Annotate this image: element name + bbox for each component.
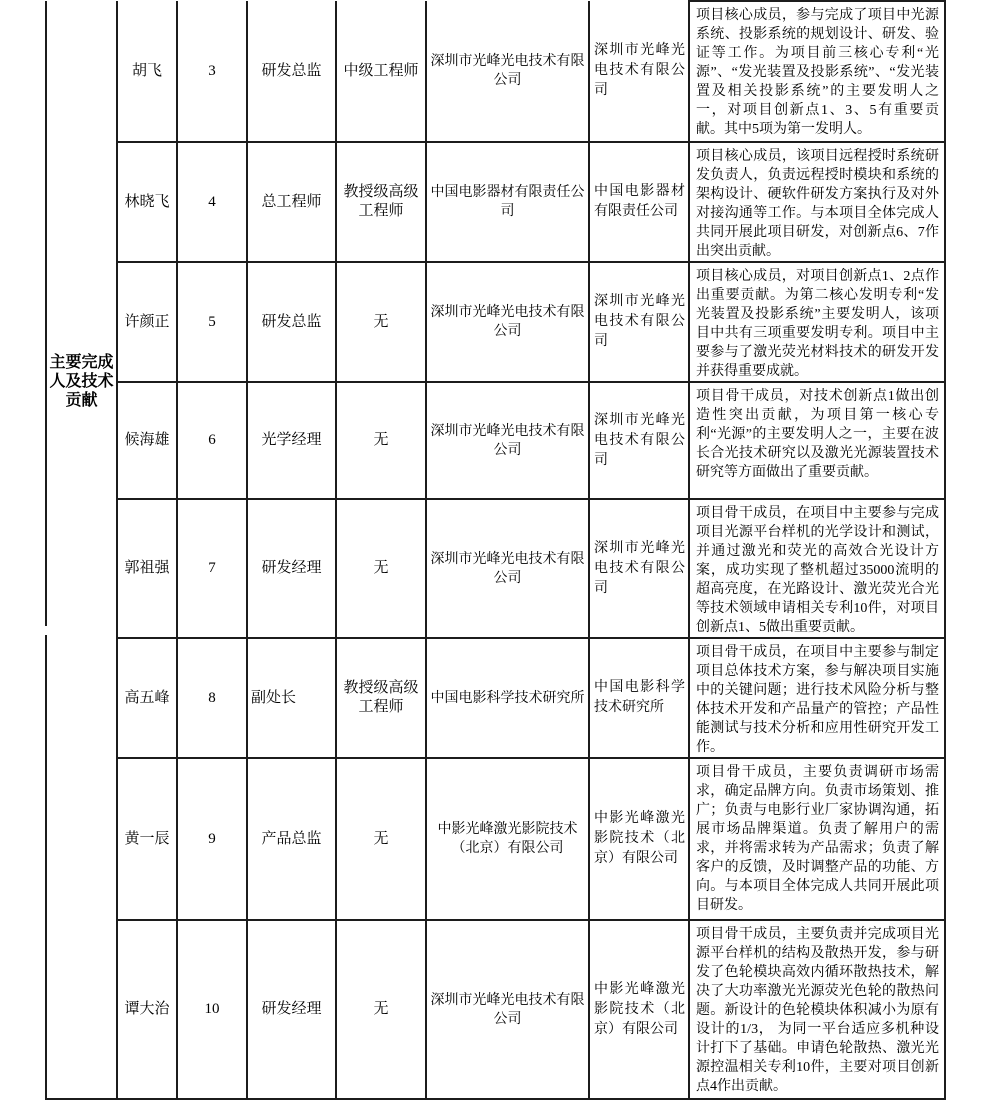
name-cell: 候海雄 [117, 382, 177, 499]
rank-cell: 3 [177, 1, 247, 142]
title-cell: 无 [336, 382, 426, 499]
name-cell: 高五峰 [117, 638, 177, 758]
position-cell: 副处长 [247, 638, 336, 758]
work-unit-cell: 深圳市光峰光电技术有限公司 [426, 920, 589, 1099]
completing-unit-cell: 深圳市光峰光电技术有限公司 [589, 499, 689, 638]
title-cell: 无 [336, 262, 426, 382]
table-row [46, 758, 945, 920]
title-cell: 无 [336, 758, 426, 920]
completing-unit-cell: 中国电影科学技术研究所 [589, 638, 689, 758]
name-cell: 谭大治 [117, 920, 177, 1099]
completing-unit-cell: 中影光峰激光影院技术（北京）有限公司 [589, 758, 689, 920]
contribution-cell: 项目骨干成员，在项目中主要参与制定项目总体技术方案，参与解决项目实施中的关键问题；进行技术风险分析与整体技术开发和产品量产的管控；产品性能测试与技术分析和应用性研究开发工作。 [689, 638, 945, 758]
contribution-cell: 项目核心成员，对项目创新点1、2点作出重要贡献。为第二核心发明专利“发光装置及投影系统”主要发明人，该项目中共有三项重要发明专利。项目中主要参与了激光荧光材料技术的研发开发并获得重要成就。 [689, 262, 945, 382]
name-cell: 黄一辰 [117, 758, 177, 920]
title-cell: 教授级高级工程师 [336, 142, 426, 262]
rank-cell: 7 [177, 499, 247, 638]
completing-unit-cell: 深圳市光峰光电技术有限公司 [589, 382, 689, 499]
position-cell: 光学经理 [247, 382, 336, 499]
position-cell: 研发总监 [247, 262, 336, 382]
contributors-table [45, 0, 946, 1100]
title-cell: 无 [336, 499, 426, 638]
table-row [46, 142, 945, 262]
contribution-cell: 项目骨干成员，在项目中主要参与完成项目光源平台样机的光学设计和测试，并通过激光和荧光的高效合光设计方案，成功实现了整机超过35000流明的超高亮度，在光路设计、激光荧光合光等技术领域申请相关专利10件，对项目创新点1、5做出重要贡献。 [689, 499, 945, 638]
rank-cell: 9 [177, 758, 247, 920]
rank-cell: 5 [177, 262, 247, 382]
rank-cell: 8 [177, 638, 247, 758]
rank-cell: 4 [177, 142, 247, 262]
work-unit-cell: 中国电影科学技术研究所 [426, 638, 589, 758]
section-label-cell [46, 1, 117, 1099]
contribution-cell: 项目骨干成员，对技术创新点1做出创造性突出贡献，为项目第一核心专利“光源”的主要发明人之一，主要在波长合光技术研究以及激光光源装置技术研究等方面做出了重要贡献。 [689, 382, 945, 499]
table-row [46, 382, 945, 499]
position-cell: 研发总监 [247, 1, 336, 142]
title-cell: 中级工程师 [336, 1, 426, 142]
work-unit-cell: 深圳市光峰光电技术有限公司 [426, 262, 589, 382]
name-cell: 郭祖强 [117, 499, 177, 638]
table-row [46, 499, 945, 638]
table-row [46, 920, 945, 1099]
completing-unit-cell: 深圳市光峰光电技术有限公司 [589, 1, 689, 142]
table-row [46, 638, 945, 758]
position-cell: 研发经理 [247, 499, 336, 638]
title-cell: 教授级高级工程师 [336, 638, 426, 758]
completing-unit-cell: 深圳市光峰光电技术有限公司 [589, 262, 689, 382]
table-row [46, 1, 945, 142]
completing-unit-cell: 中国电影器材有限责任公司 [589, 142, 689, 262]
name-cell: 胡飞 [117, 1, 177, 142]
completing-unit-cell: 中影光峰激光影院技术（北京）有限公司 [589, 920, 689, 1099]
name-cell: 许颜正 [117, 262, 177, 382]
contribution-cell: 项目骨干成员，主要负责调研市场需求，确定品牌方向。负责市场策划、推广；负责与电影行业厂家协调沟通，拓展市场品牌渠道。负责了解用户的需求，并将需求转为产品需求；负责了解客户的反馈，及时调整产品的功能、方向。与本项目全体完成人共同开展此项目研发。 [689, 758, 945, 920]
contribution-cell: 项目核心成员，参与完成了项目中光源系统、投影系统的规划设计、研发、验证等工作。为项目前三核心专利“光源”、“发光装置及投影系统”、“发光装置及相关投影系统”的主要发明人之一，对项目创新点1、3、5有重要贡献。其中5项为第一发明人。 [689, 1, 945, 142]
table-row [46, 262, 945, 382]
contribution-cell: 项目骨干成员，主要负责并完成项目光源平台样机的结构及散热开发，参与研发了色轮模块高效内循环散热技术，解决了大功率激光光源荧光色轮的散热问题。新设计的色轮模块体积减小为原有设计的1/3， 为同一平台适应多机种设计打下了基础。申请色轮散热、激光光源控温相关专利10件，主要对项目创新点4作出贡献。 [689, 920, 945, 1099]
rank-cell: 10 [177, 920, 247, 1099]
work-unit-cell: 深圳市光峰光电技术有限公司 [426, 499, 589, 638]
position-cell: 总工程师 [247, 142, 336, 262]
section-label: 主要完成人及技术贡献 [49, 354, 114, 409]
contribution-cell: 项目核心成员，该项目远程授时系统研发负责人，负责远程授时模块和系统的架构设计、硬软件研发方案执行及对外对接沟通等工作。与本项目全体完成人共同开展此项目研发，对创新点6、7作出突出贡献。 [689, 142, 945, 262]
position-cell: 产品总监 [247, 758, 336, 920]
title-cell: 无 [336, 920, 426, 1099]
name-cell: 林晓飞 [117, 142, 177, 262]
work-unit-cell: 中国电影器材有限责任公司 [426, 142, 589, 262]
page-break-gap [42, 626, 50, 635]
rank-cell: 6 [177, 382, 247, 499]
position-cell: 研发经理 [247, 920, 336, 1099]
work-unit-cell: 深圳市光峰光电技术有限公司 [426, 1, 589, 142]
work-unit-cell: 中影光峰激光影院技术（北京）有限公司 [426, 758, 589, 920]
work-unit-cell: 深圳市光峰光电技术有限公司 [426, 382, 589, 499]
